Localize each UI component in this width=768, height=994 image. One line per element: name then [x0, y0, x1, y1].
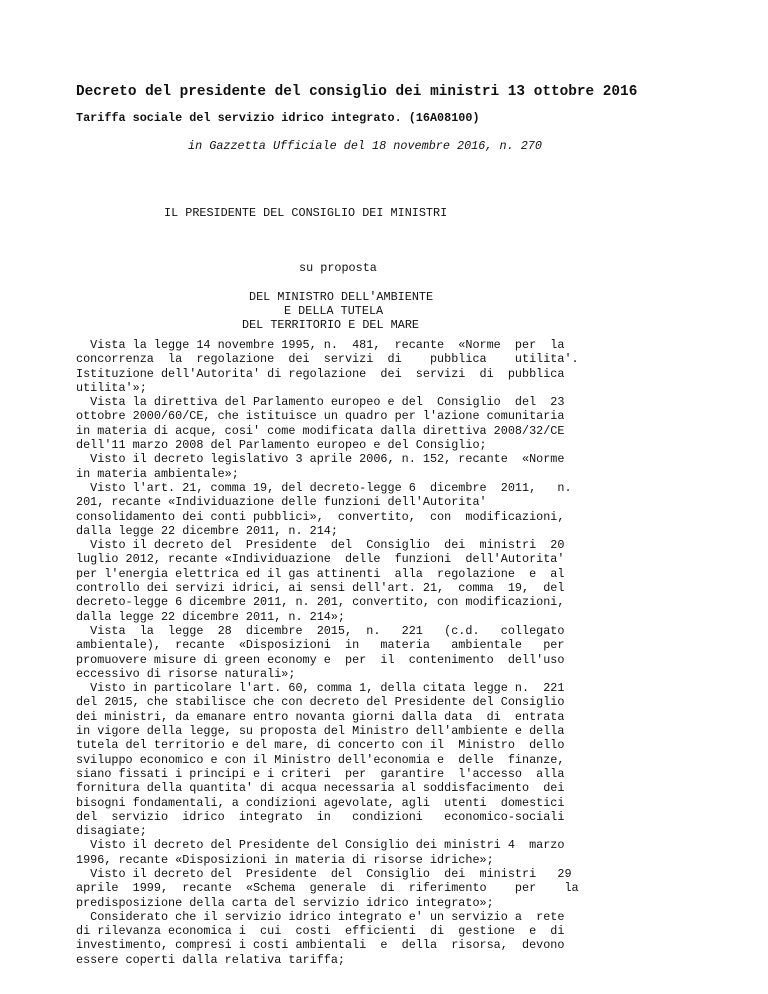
body-line: Istituzione dell'Autorita' di regolazione dei servizi di pubblica: [76, 366, 565, 381]
body-line: luglio 2012, recante «Individuazione delle funzioni dell'Autorita': [76, 552, 565, 567]
body-line: Visto in particolare l'art. 60, comma 1, della citata legge n. 221: [76, 681, 565, 696]
ministry-line-2: E DELLA TUTELA: [284, 304, 384, 318]
body-line: del servizio idrico integrato in condizioni economico-sociali: [76, 809, 565, 824]
body-line: essere coperti dalla relativa tariffa;: [76, 952, 346, 967]
document-title: Decreto del presidente del consiglio dei ministri 13 ottobre 2016: [76, 84, 638, 100]
body-line: in materia ambientale»;: [76, 466, 239, 481]
body-line: predisposizione della carta del servizio idrico integrato»;: [76, 895, 494, 910]
body-line: dei ministri, da emanare entro novanta giorni dalla data di entrata: [76, 709, 565, 724]
body-line: Visto il decreto del Presidente del Consiglio dei ministri 29: [76, 866, 572, 881]
ministry-line-1: DEL MINISTRO DELL'AMBIENTE: [249, 290, 434, 304]
body-line: dell'11 marzo 2008 del Parlamento europeo e del Consiglio;: [76, 438, 487, 453]
body-line: 201, recante «Individuazione delle funzioni dell'Autorita': [76, 495, 487, 510]
document-subtitle: Tariffa sociale del servizio idrico integrato. (16A08100): [76, 111, 480, 125]
body-line: ambientale), recante «Disposizioni in materia ambientale per: [76, 638, 565, 653]
body-line: sviluppo economico e con il Ministro dell'economia e delle finanze,: [76, 752, 565, 767]
body-line: per l'energia elettrica ed il gas attinenti alla regolazione e al: [76, 566, 565, 581]
body-line: investimento, compresi i costi ambientali e della risorsa, devono: [76, 938, 565, 953]
body-line: siano fissati i principi e i criteri per garantire l'accesso alla: [76, 766, 565, 781]
body-line: eccessivo di risorse naturali»;: [76, 666, 296, 681]
body-line: controllo dei servizi idrici, ai sensi dell'art. 21, comma 19, del: [76, 581, 565, 596]
body-line: ottobre 2000/60/CE, che istituisce un quadro per l'azione comunitaria: [76, 409, 565, 424]
body-line: Visto il decreto legislativo 3 aprile 2006, n. 152, recante «Norme: [76, 452, 565, 467]
body-line: del 2015, che stabilisce che con decreto del Presidente del Consiglio: [76, 695, 565, 710]
body-line: decreto-legge 6 dicembre 2011, n. 201, convertito, con modificazioni,: [76, 595, 565, 610]
body-line: Vista la legge 14 novembre 1995, n. 481, recante «Norme per la: [76, 338, 565, 352]
body-line: Visto l'art. 21, comma 19, del decreto-legge 6 dicembre 2011, n.: [76, 480, 572, 495]
body-line: Visto il decreto del Presidente del Consiglio dei ministri 20: [76, 538, 565, 553]
body-line: dalla legge 22 dicembre 2011, n. 214»;: [76, 609, 346, 624]
body-line: in materia di acque, cosi' come modificata dalla direttiva 2008/32/CE: [76, 423, 565, 438]
body-line: Vista la legge 28 dicembre 2015, n. 221 (c.d. collegato: [76, 623, 565, 638]
body-line: in vigore della legge, su proposta del Ministro dell'ambiente e della: [76, 724, 565, 739]
body-line: disagiate;: [76, 824, 147, 839]
issuer-heading: IL PRESIDENTE DEL CONSIGLIO DEI MINISTRI: [164, 206, 448, 220]
body-line: aprile 1999, recante «Schema generale di riferimento per la: [76, 881, 579, 896]
body-line: bisogni fondamentali, a condizioni agevolate, agli utenti domestici: [76, 795, 565, 810]
body-line: fornitura della quantita' di acqua necessaria al soddisfacimento dei: [76, 781, 565, 796]
gazzetta-reference: in Gazzetta Ufficiale del 18 novembre 2016, n. 270: [188, 139, 542, 153]
body-line: promuovere misure di green economy e per il contenimento dell'uso: [76, 652, 565, 667]
body-line: dalla legge 22 dicembre 2011, n. 214;: [76, 523, 338, 538]
body-line: concorrenza la regolazione dei servizi di pubblica utilita'.: [76, 352, 579, 367]
document-body: [76, 338, 696, 967]
body-line: utilita'»;: [76, 380, 147, 395]
body-line: di rilevanza economica i cui costi efficienti di gestione e di: [76, 924, 565, 939]
body-line: consolidamento dei conti pubblici», convertito, con modificazioni,: [76, 509, 565, 524]
body-line: Considerato che il servizio idrico integrato e' un servizio a rete: [76, 909, 565, 924]
proposal-line: su proposta: [299, 261, 377, 275]
body-line: tutela del territorio e del mare, di concerto con il Ministro dello: [76, 738, 565, 753]
ministry-line-3: DEL TERRITORIO E DEL MARE: [242, 318, 419, 332]
body-line: Visto il decreto del Presidente del Consiglio dei ministri 4 marzo: [76, 838, 565, 853]
body-line: 1996, recante «Disposizioni in materia di risorse idriche»;: [76, 852, 494, 867]
body-line: Vista la direttiva del Parlamento europeo e del Consiglio del 23: [76, 395, 565, 410]
